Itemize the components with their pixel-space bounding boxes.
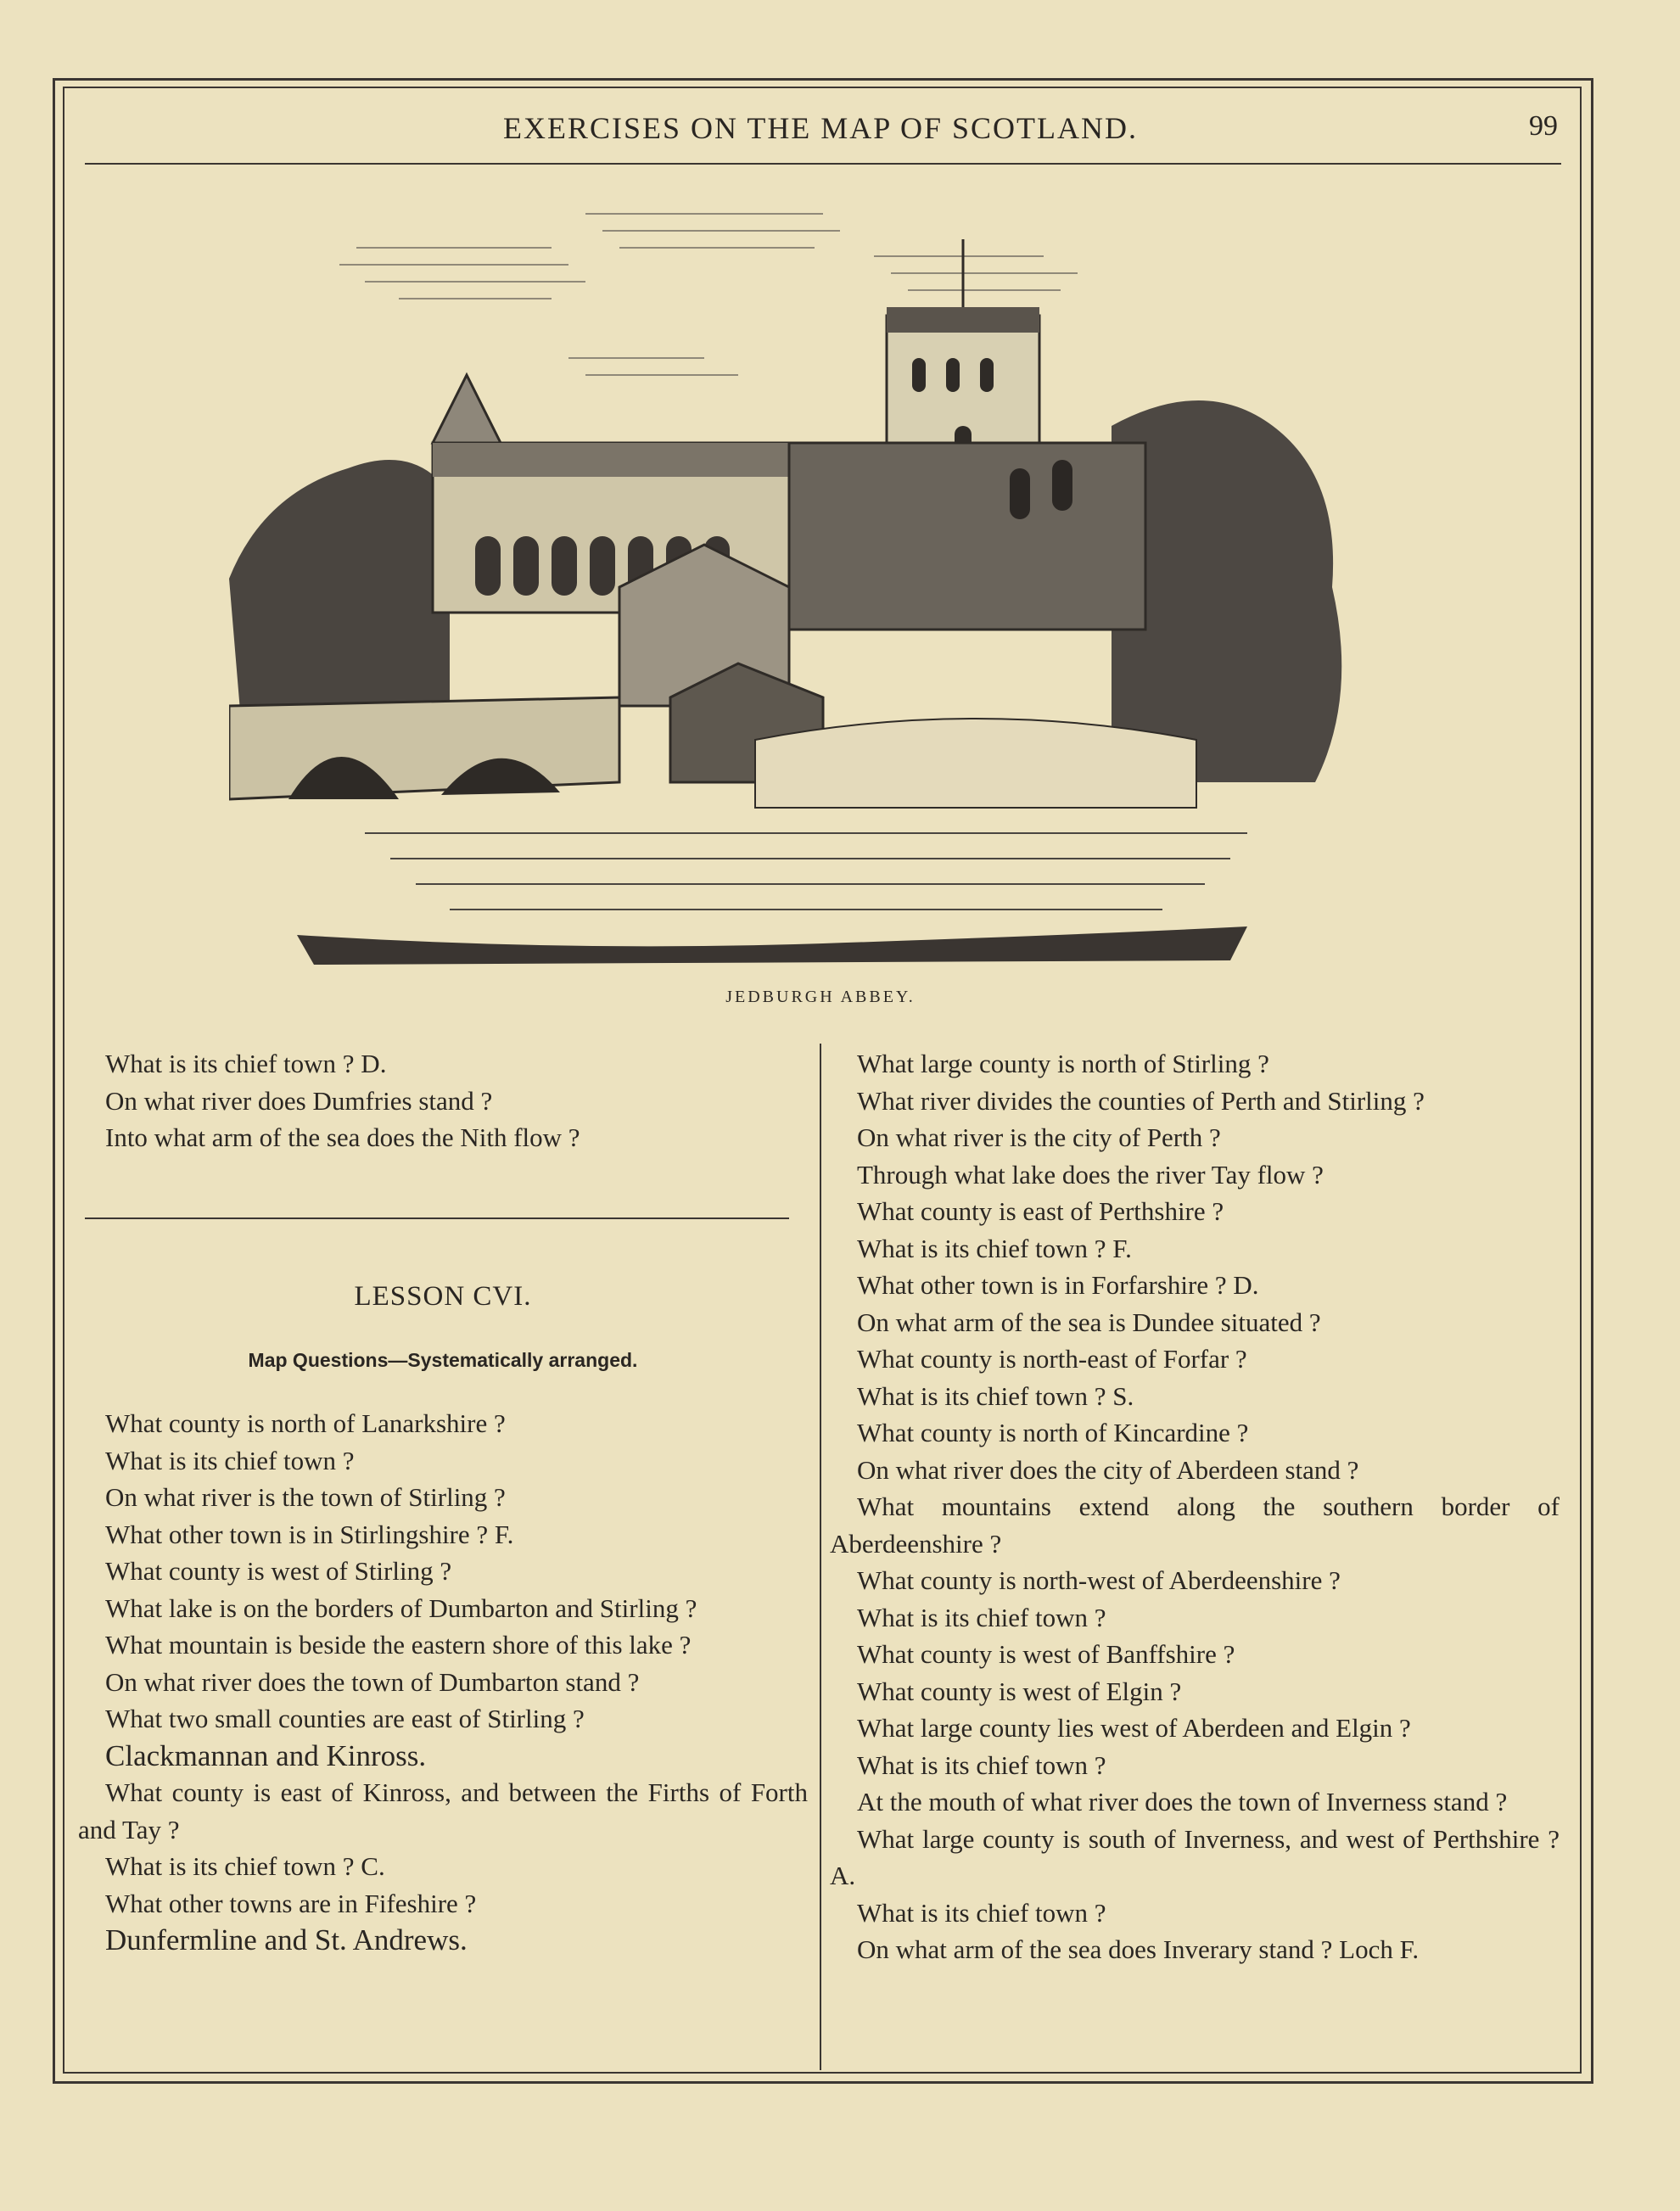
question-line: Into what arm of the sea does the Nith flow ?: [105, 1122, 580, 1152]
question-line: What is its chief town ? F.: [857, 1233, 1132, 1263]
question-line: What county is east of Kinross, and between the Firths of Forth and Tay ?: [78, 1777, 808, 1844]
header-rule: [85, 163, 1561, 165]
section-rule: [85, 1217, 789, 1219]
illustration-caption: JEDBURGH ABBEY.: [725, 988, 916, 1006]
question-line: What county is north of Lanarkshire ?: [105, 1408, 506, 1438]
question-line: What county is east of Perthshire ?: [857, 1196, 1224, 1226]
page-title: EXERCISES ON THE MAP OF SCOTLAND.: [502, 111, 1139, 145]
question-line: What county is west of Elgin ?: [857, 1676, 1182, 1706]
page-number: 99: [1529, 110, 1558, 142]
answer-line: Clackmannan and Kinross.: [105, 1738, 427, 1772]
question-line: On what arm of the sea does Inverary stand ? Loch F.: [857, 1934, 1420, 1964]
question-line: What large county lies west of Aberdeen and Elgin ?: [857, 1713, 1411, 1743]
column-divider: [820, 1044, 821, 2070]
running-header: [63, 110, 1578, 161]
question-line: On what river does Dumfries stand ?: [105, 1085, 493, 1116]
question-line: What large county is north of Stirling ?: [857, 1049, 1269, 1078]
question-line: What large county is south of Inverness, and west of Perthshire ? A.: [830, 1823, 1560, 1890]
left-column-top: [78, 1045, 808, 1156]
right-column-questions: [830, 1045, 1560, 1968]
question-line: What river divides the counties of Perth and Stirling ?: [857, 1085, 1425, 1116]
question-line: What other towns are in Fifeshire ?: [105, 1888, 477, 1918]
question-line: On what river does the city of Aberdeen stand ?: [857, 1454, 1359, 1485]
question-line: What is its chief town ?: [857, 1897, 1106, 1928]
question-line: What county is west of Banffshire ?: [857, 1639, 1235, 1669]
question-line: What is its chief town ?: [857, 1749, 1106, 1780]
answer-line: Dunfermline and St. Andrews.: [105, 1923, 468, 1956]
question-line: What is its chief town ?: [105, 1445, 355, 1475]
question-line: What other town is in Stirlingshire ? F.: [105, 1519, 514, 1549]
left-column-questions: [78, 1405, 808, 1959]
question-line: What is its chief town ? D.: [105, 1049, 387, 1078]
jedburgh-abbey-engraving: [229, 188, 1400, 986]
question-line: Through what lake does the river Tay flow ?: [857, 1159, 1324, 1189]
question-line: What two small counties are east of Stirling ?: [105, 1704, 585, 1733]
question-line: What is its chief town ?: [857, 1602, 1106, 1632]
question-line: On what river does the town of Dumbarton stand ?: [105, 1666, 640, 1697]
question-line: What mountains extend along the southern border of Aberdeenshire ?: [830, 1492, 1560, 1559]
question-line: On what arm of the sea is Dundee situated ?: [857, 1307, 1321, 1337]
question-line: What county is north of Kincardine ?: [857, 1418, 1249, 1447]
question-line: What is its chief town ? C.: [105, 1851, 385, 1881]
lesson-title: LESSON CVI.: [354, 1281, 532, 1312]
question-line: What county is north-west of Aberdeenshire ?: [857, 1565, 1341, 1595]
question-line: What lake is on the borders of Dumbarton and Stirling ?: [105, 1592, 697, 1623]
question-line: At the mouth of what river does the town of Inverness stand ?: [857, 1787, 1508, 1816]
question-line: What mountain is beside the eastern shore of this lake ?: [105, 1630, 692, 1660]
question-line: On what river is the town of Stirling ?: [105, 1482, 506, 1512]
question-line: On what river is the city of Perth ?: [857, 1122, 1221, 1152]
question-line: What other town is in Forfarshire ? D.: [857, 1270, 1259, 1300]
question-line: What county is west of Stirling ?: [105, 1556, 452, 1586]
question-line: What is its chief town ? S.: [857, 1380, 1134, 1411]
question-line: What county is north-east of Forfar ?: [857, 1344, 1247, 1374]
lesson-subtitle: Map Questions—Systematically arranged.: [248, 1349, 638, 1371]
